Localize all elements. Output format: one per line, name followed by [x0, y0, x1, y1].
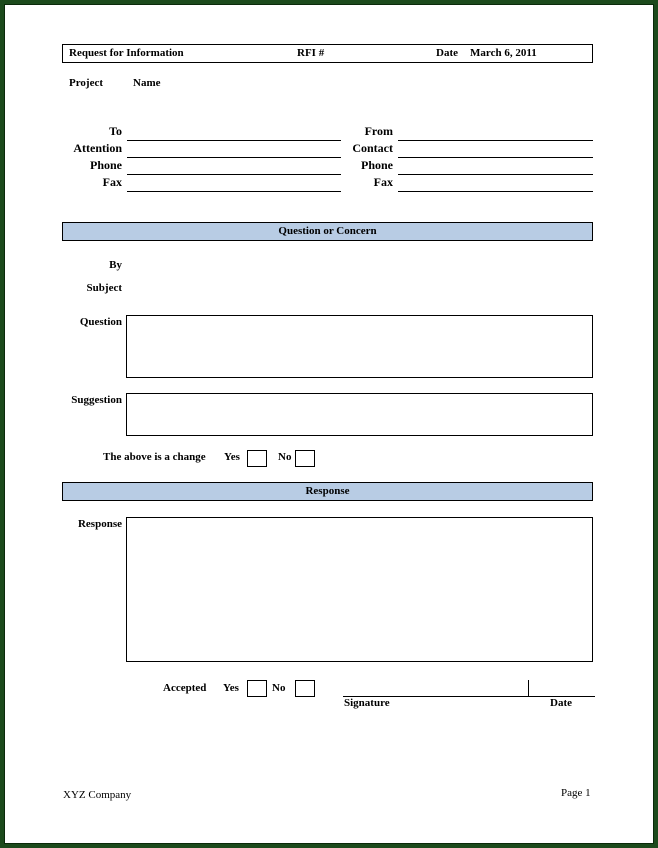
fax-label-left: Fax: [102, 175, 122, 189]
from-field[interactable]: [398, 140, 593, 141]
accepted-yes-checkbox[interactable]: [247, 680, 267, 697]
subject-label: Subject: [86, 282, 122, 294]
phone-field-right[interactable]: [398, 174, 593, 175]
signature-date-divider: [528, 680, 529, 696]
change-yes-checkbox[interactable]: [247, 450, 267, 467]
suggestion-textarea[interactable]: [126, 393, 593, 436]
accepted-label: Accepted: [163, 682, 207, 694]
accepted-no-label: No: [272, 682, 286, 694]
by-label: By: [109, 259, 122, 271]
signature-label: Signature: [344, 697, 390, 709]
response-section-band: Response: [62, 482, 593, 501]
attention-label: Attention: [73, 141, 122, 155]
form-title: Request for Information: [69, 47, 184, 59]
question-label: Question: [79, 316, 122, 328]
question-section-band: Question or Concern: [62, 222, 593, 241]
change-yes-label: Yes: [224, 451, 240, 463]
fax-field-right[interactable]: [398, 191, 593, 192]
header-date-value: March 6, 2011: [470, 47, 537, 59]
change-no-label: No: [278, 451, 292, 463]
phone-field-left[interactable]: [127, 174, 341, 175]
response-textarea[interactable]: [126, 517, 593, 662]
change-label: The above is a change: [103, 451, 206, 463]
from-label: From: [364, 124, 393, 138]
change-no-checkbox[interactable]: [295, 450, 315, 467]
name-label: Name: [133, 77, 161, 89]
project-label: Project: [69, 77, 103, 89]
to-field[interactable]: [127, 140, 341, 141]
signature-date-label: Date: [550, 697, 572, 709]
to-label: To: [109, 124, 122, 138]
footer-company: XYZ Company: [63, 789, 132, 801]
phone-label-left: Phone: [89, 158, 122, 172]
rfi-number-label: RFI #: [297, 47, 325, 59]
header-box: [62, 44, 593, 63]
accepted-no-checkbox[interactable]: [295, 680, 315, 697]
attention-field[interactable]: [127, 157, 341, 158]
header-date-label: Date: [436, 47, 458, 59]
accepted-yes-label: Yes: [223, 682, 239, 694]
question-textarea[interactable]: [126, 315, 593, 378]
response-label: Response: [77, 518, 122, 530]
contact-field[interactable]: [398, 157, 593, 158]
fax-field-left[interactable]: [127, 191, 341, 192]
fax-label-right: Fax: [373, 175, 393, 189]
phone-label-right: Phone: [360, 158, 393, 172]
footer-page-number: Page 1: [561, 787, 591, 799]
contact-label: Contact: [352, 141, 393, 155]
suggestion-label: Suggestion: [71, 394, 122, 406]
